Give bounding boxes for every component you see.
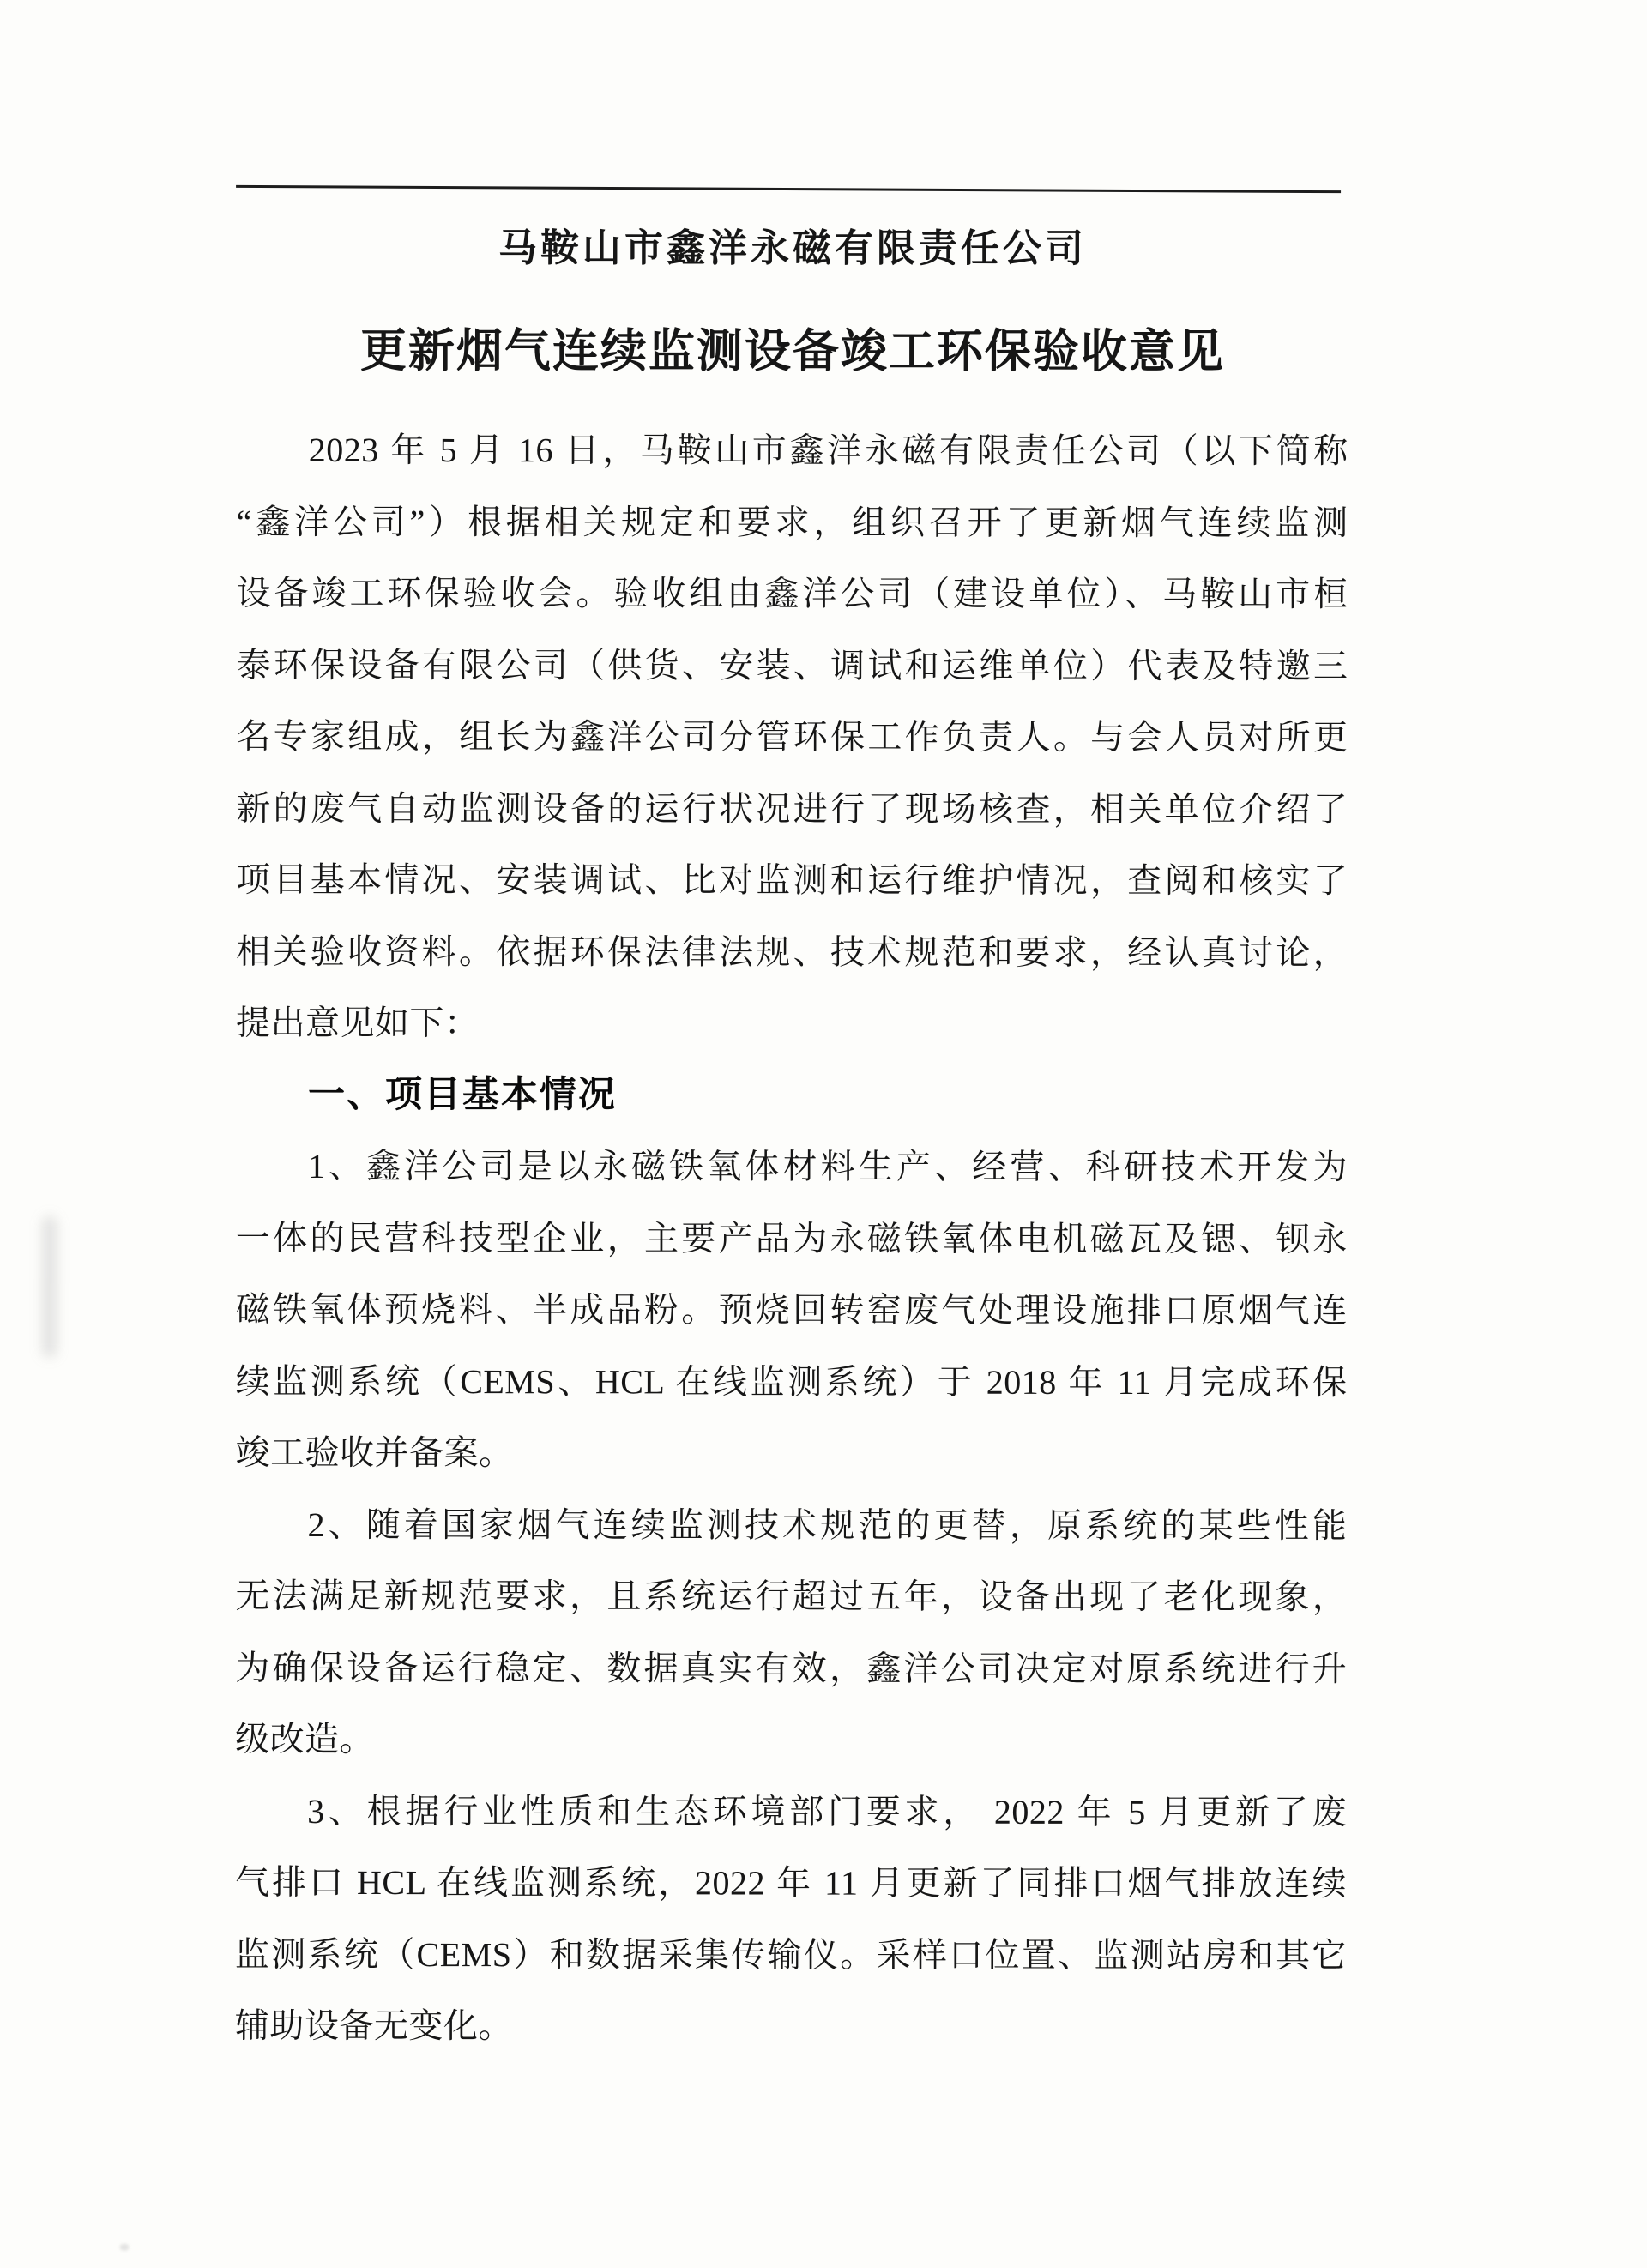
para3-line-2: 气排口 HCL 在线监测系统，2022 年 11 月更新了同排口烟气排放连续 <box>234 1862 1348 1903</box>
document-body <box>235 414 1348 2063</box>
para1-line-1: 1、鑫洋公司是以永磁铁氧体材料生产、经营、科研技术开发为 <box>307 1146 1348 1187</box>
para1-line-5: 竣工验收并备案。 <box>235 1433 514 1473</box>
para2-line-4: 级改造。 <box>235 1719 375 1759</box>
para3-line-1: 3、根据行业性质和生态环境部门要求， 2022 年 5 月更新了废 <box>307 1791 1348 1831</box>
scan-dot-artifact <box>120 2244 130 2251</box>
intro-line-3: 设备竣工环保验收会。验收组由鑫洋公司（建设单位）、马鞍山市桓 <box>236 573 1348 614</box>
intro-line-2: “鑫洋公司”）根据相关规定和要求，组织召开了更新烟气连续监测 <box>236 502 1348 542</box>
para2-line-1: 2、随着国家烟气连续监测技术规范的更替，原系统的某些性能 <box>307 1505 1348 1545</box>
intro-line-8: 相关验收资料。依据环保法律法规、技术规范和要求，经认真讨论， <box>236 932 1348 972</box>
company-title: 马鞍山市鑫洋永磁有限责任公司 <box>498 226 1088 270</box>
intro-line-7: 项目基本情况、安装调试、比对监测和运行维护情况，查阅和核实了 <box>236 860 1348 901</box>
para1-line-4: 续监测系统（CEMS、HCL 在线监测系统）于 2018 年 11 月完成环保 <box>235 1361 1348 1402</box>
scan-streak-artifact <box>42 1216 57 1358</box>
section1-heading: 一、项目基本情况 <box>307 1073 618 1115</box>
intro-line-9: 提出意见如下： <box>236 1003 480 1043</box>
para3-line-4: 辅助设备无变化。 <box>234 2006 513 2046</box>
para1-line-2: 一体的民营科技型企业，主要产品为永磁铁氧体电机磁瓦及锶、钡永 <box>235 1218 1348 1258</box>
intro-line-5: 名专家组成，组长为鑫洋公司分管环保工作负责人。与会人员对所更 <box>236 716 1348 757</box>
intro-line-1: 2023 年 5 月 16 日，马鞍山市鑫洋永磁有限责任公司（以下简称 <box>308 430 1348 471</box>
document-title: 更新烟气连续监测设备竣工环保验收意见 <box>359 325 1225 378</box>
top-rule <box>236 185 1341 193</box>
para3-line-3: 监测系统（CEMS）和数据采集传输仪。采样口位置、监测站房和其它 <box>234 1934 1347 1975</box>
para2-line-2: 无法满足新规范要求，且系统运行超过五年，设备出现了老化现象， <box>235 1576 1348 1617</box>
para2-line-3: 为确保设备运行稳定、数据真实有效，鑫洋公司决定对原系统进行升 <box>235 1648 1348 1688</box>
para1-line-3: 磁铁氧体预烧料、半成品粉。预烧回转窑废气处理设施排口原烟气连 <box>235 1289 1348 1330</box>
intro-line-6: 新的废气自动监测设备的运行状况进行了现场核查，相关单位介绍了 <box>236 788 1348 829</box>
intro-line-4: 泰环保设备有限公司（供货、安装、调试和运维单位）代表及特邀三 <box>236 645 1348 685</box>
